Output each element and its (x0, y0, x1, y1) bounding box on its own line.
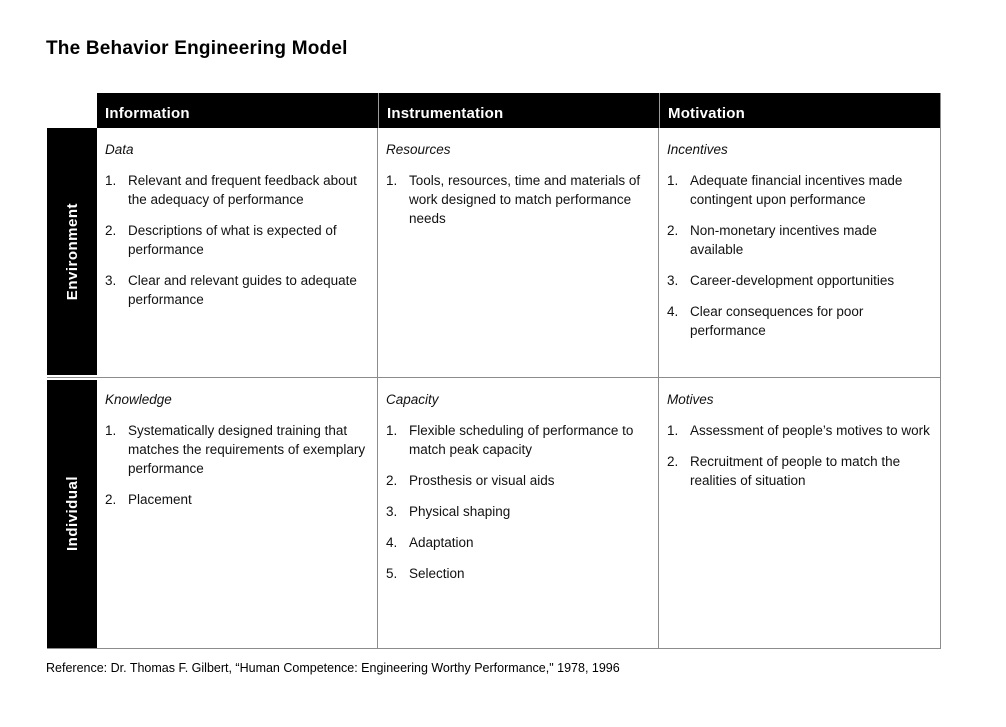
cell-environment-instrumentation (378, 128, 659, 378)
list-item: Relevant and frequent feedback about the adequacy of performance (128, 173, 357, 207)
row-header-individual (47, 378, 97, 649)
cell-individual-motivation (659, 378, 941, 649)
cell-category: Data (105, 142, 134, 157)
list-item: Career-development opportunities (690, 273, 895, 288)
list-item: Tools, resources, time and materials of work designed to match performance needs (409, 173, 641, 226)
row-header-environment (47, 128, 97, 378)
cell-item-list (667, 171, 932, 340)
list-item: Prosthesis or visual aids (409, 473, 555, 488)
list-item: Physical shaping (409, 504, 511, 519)
list-item: Clear consequences for poor performance (690, 304, 864, 338)
list-item: Flexible scheduling of performance to match peak capacity (409, 423, 634, 457)
cell-environment-motivation (659, 128, 941, 378)
cell-item-list (386, 171, 650, 228)
list-item: Adequate financial incentives made contingent upon performance (690, 173, 903, 207)
column-header-motivation (659, 93, 941, 128)
cell-item-list (105, 171, 369, 309)
list-item: Placement (128, 492, 192, 507)
row-header-label: Individual (63, 476, 81, 552)
row-header-label: Environment (63, 202, 81, 301)
cell-category: Capacity (386, 392, 439, 407)
column-header-information (97, 93, 378, 128)
cell-item-list (105, 421, 369, 509)
list-item: Selection (409, 566, 465, 581)
list-item: Adaptation (409, 535, 474, 550)
row-header-block (47, 128, 97, 375)
list-item: Non-monetary incentives made available (690, 223, 877, 257)
cell-category: Resources (386, 142, 451, 157)
cell-environment-information (97, 128, 378, 378)
cell-item-list (386, 421, 650, 583)
column-header-label: Instrumentation (387, 105, 504, 122)
page-title: The Behavior Engineering Model (46, 38, 348, 59)
column-header-label: Information (105, 105, 190, 122)
column-header-instrumentation (378, 93, 659, 128)
row-header-block (47, 380, 97, 648)
list-item: Systematically designed training that matches the requirements of exemplary performance (128, 423, 366, 476)
table-corner-spacer (47, 93, 97, 128)
cell-individual-information (97, 378, 378, 649)
cell-individual-instrumentation (378, 378, 659, 649)
cell-category: Motives (667, 392, 714, 407)
cell-item-list (667, 421, 932, 490)
column-header-label: Motivation (668, 105, 745, 122)
cell-category: Knowledge (105, 392, 172, 407)
bem-table (47, 93, 941, 649)
list-item: Assessment of people’s motives to work (690, 423, 930, 438)
reference-text: Reference: Dr. Thomas F. Gilbert, “Human Competence: Engineering Worthy Performance," 1978, 1996 (46, 661, 620, 675)
list-item: Clear and relevant guides to adequate performance (128, 273, 357, 307)
list-item: Descriptions of what is expected of performance (128, 223, 337, 257)
list-item: Recruitment of people to match the realities of situation (690, 454, 901, 488)
cell-category: Incentives (667, 142, 728, 157)
